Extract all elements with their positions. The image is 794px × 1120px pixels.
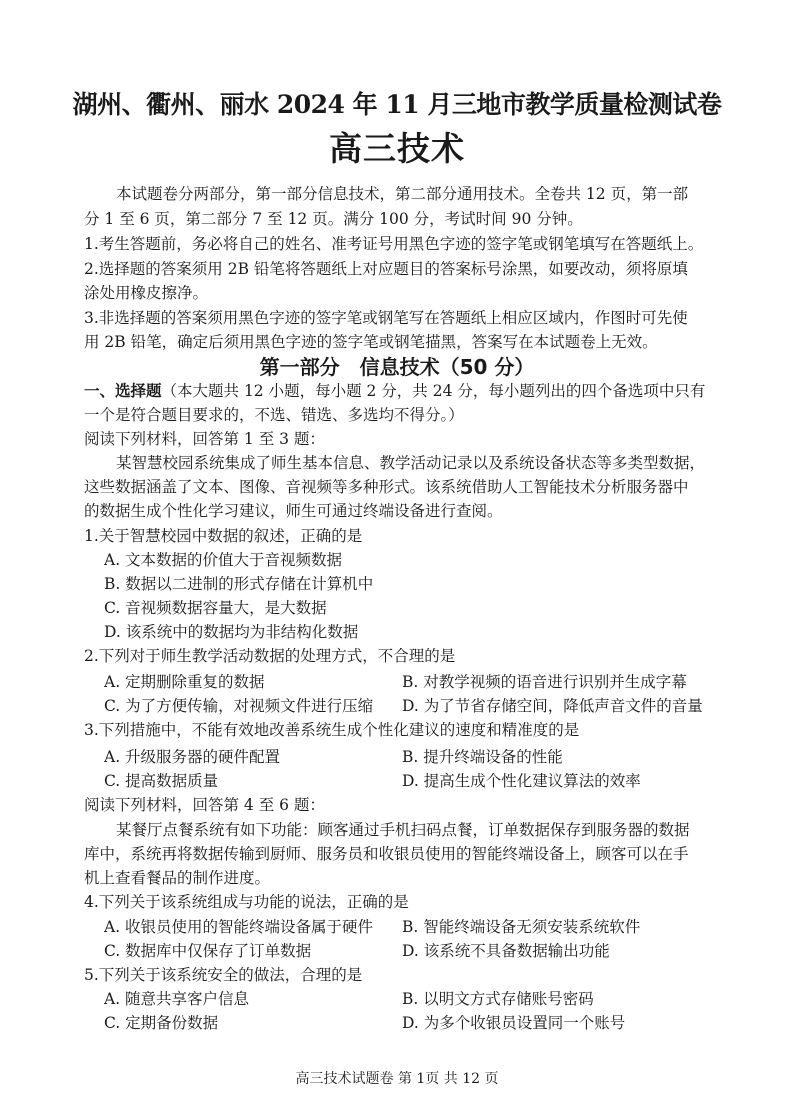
intro-line-1: 本试题卷分两部分，第一部分信息技术，第二部分通用技术。全卷共 12 页，第一部 (116, 185, 689, 203)
q3-option-a: A. 升级服务器的硬件配置 (104, 748, 281, 766)
q4-option-a: A. 收银员使用的智能终端设备属于硬件 (104, 918, 374, 936)
part1-heading-label: 一、选择题 (84, 381, 162, 400)
q5-stem: 5.下列关于该系统安全的做法，合理的是 (84, 966, 363, 984)
part1-heading-line2: 一个是符合题目要求的，不选、错选、多选均不得分。） (84, 406, 464, 424)
q5-option-d: D. 为多个收银员设置同一个账号 (402, 1014, 626, 1032)
q4-option-c: C. 数据库中仅保存了订单数据 (104, 942, 312, 960)
q3-stem: 3.下列措施中，不能有效地改善系统生成个性化建议的速度和精准度的是 (84, 721, 580, 739)
q2-stem: 2.下列对于师生教学活动数据的处理方式，不合理的是 (84, 647, 456, 665)
q5-option-b: B. 以明文方式存储账号密码 (402, 990, 594, 1008)
q1-stem: 1.关于智慧校园中数据的叙述，正确的是 (84, 527, 363, 545)
q5-option-c: C. 定期备份数据 (104, 1014, 219, 1032)
section-title: 第一部分 信息技术（50 分） (259, 355, 535, 379)
q5-option-a: A. 随意共享客户信息 (104, 990, 250, 1008)
q1-option-c: C. 音视频数据容量大，是大数据 (104, 599, 327, 617)
q2-option-d: D. 为了节省存储空间，降低声音文件的音量 (402, 697, 703, 715)
q3-option-d: D. 提高生成个性化建议算法的效率 (402, 772, 641, 790)
material1-line-2: 这些数据涵盖了文本、图像、音视频等多种形式。该系统借助人工智能技术分析服务器中 (84, 478, 689, 496)
note-2a: 2.选择题的答案须用 2B 铅笔将答题纸上对应题目的答案标号涂黑，如要改动，须将原填 (84, 260, 688, 278)
page-footer: 高三技术试题卷 第 1页 共 12 页 (295, 1071, 499, 1087)
exam-subtitle: 高三技术 (329, 129, 465, 168)
material2-line-3: 机上查看餐品的制作进度。 (84, 869, 271, 887)
q3-option-b: B. 提升终端设备的性能 (402, 748, 563, 766)
q3-option-c: C. 提高数据质量 (104, 772, 219, 790)
material1-line-1: 某智慧校园系统集成了师生基本信息、教学活动记录以及系统设备状态等多类型数据， (116, 454, 706, 472)
intro-line-2: 分 1 至 6 页，第二部分 7 至 12 页。满分 100 分，考试时间 90 分钟。 (84, 210, 583, 228)
q2-option-b: B. 对教学视频的语音进行识别并生成字幕 (402, 673, 687, 691)
material2-line-1: 某餐厅点餐系统有如下功能：顾客通过手机扫码点餐，订单数据保存到服务器的数据 (116, 821, 690, 839)
material1-line-3: 的数据生成个性化学习建议，师生可通过终端设备进行查阅。 (84, 502, 503, 520)
note-3b: 用 2B 铅笔，确定后须用黑色字迹的签字笔或钢笔描黑，答案写在本试题卷上无效。 (84, 333, 658, 351)
q2-option-c: C. 为了方便传输，对视频文件进行压缩 (104, 697, 374, 715)
material2-lead: 阅读下列材料，回答第 4 至 6 题： (84, 796, 325, 814)
note-1: 1.考生答题前，务必将自己的姓名、准考证号用黑色字迹的签字笔或钢笔填写在答题纸上。 (84, 235, 704, 253)
q4-option-b: B. 智能终端设备无须安装系统软件 (402, 918, 641, 936)
q4-option-d: D. 该系统不具备数据输出功能 (402, 942, 610, 960)
q2-option-a: A. 定期删除重复的数据 (104, 673, 265, 691)
note-3a: 3.非选择题的答案须用黑色字迹的签字笔或钢笔写在答题纸上相应区域内，作图时可先使 (84, 309, 688, 327)
q1-option-b: B. 数据以二进制的形式存储在计算机中 (104, 575, 374, 593)
material2-line-2: 库中，系统再将数据传输到厨师、服务员和收银员使用的智能终端设备上，顾客可以在手 (84, 845, 689, 863)
exam-title: 湖州、衢州、丽水 2024 年 11 月三地市教学质量检测试卷 (72, 90, 722, 119)
part1-heading-rest: （本大题共 12 小题，每小题 2 分，共 24 分，每小题列出的四个备选项中只有 (161, 382, 706, 400)
q4-stem: 4.下列关于该系统组成与功能的说法，正确的是 (84, 893, 409, 911)
material1-lead: 阅读下列材料，回答第 1 至 3 题： (84, 430, 325, 448)
q1-option-d: D. 该系统中的数据均为非结构化数据 (104, 623, 359, 641)
note-2b: 涂处用橡皮擦净。 (84, 284, 209, 302)
q1-option-a: A. 文本数据的价值大于音视频数据 (104, 551, 343, 569)
part1-heading (84, 379, 724, 403)
